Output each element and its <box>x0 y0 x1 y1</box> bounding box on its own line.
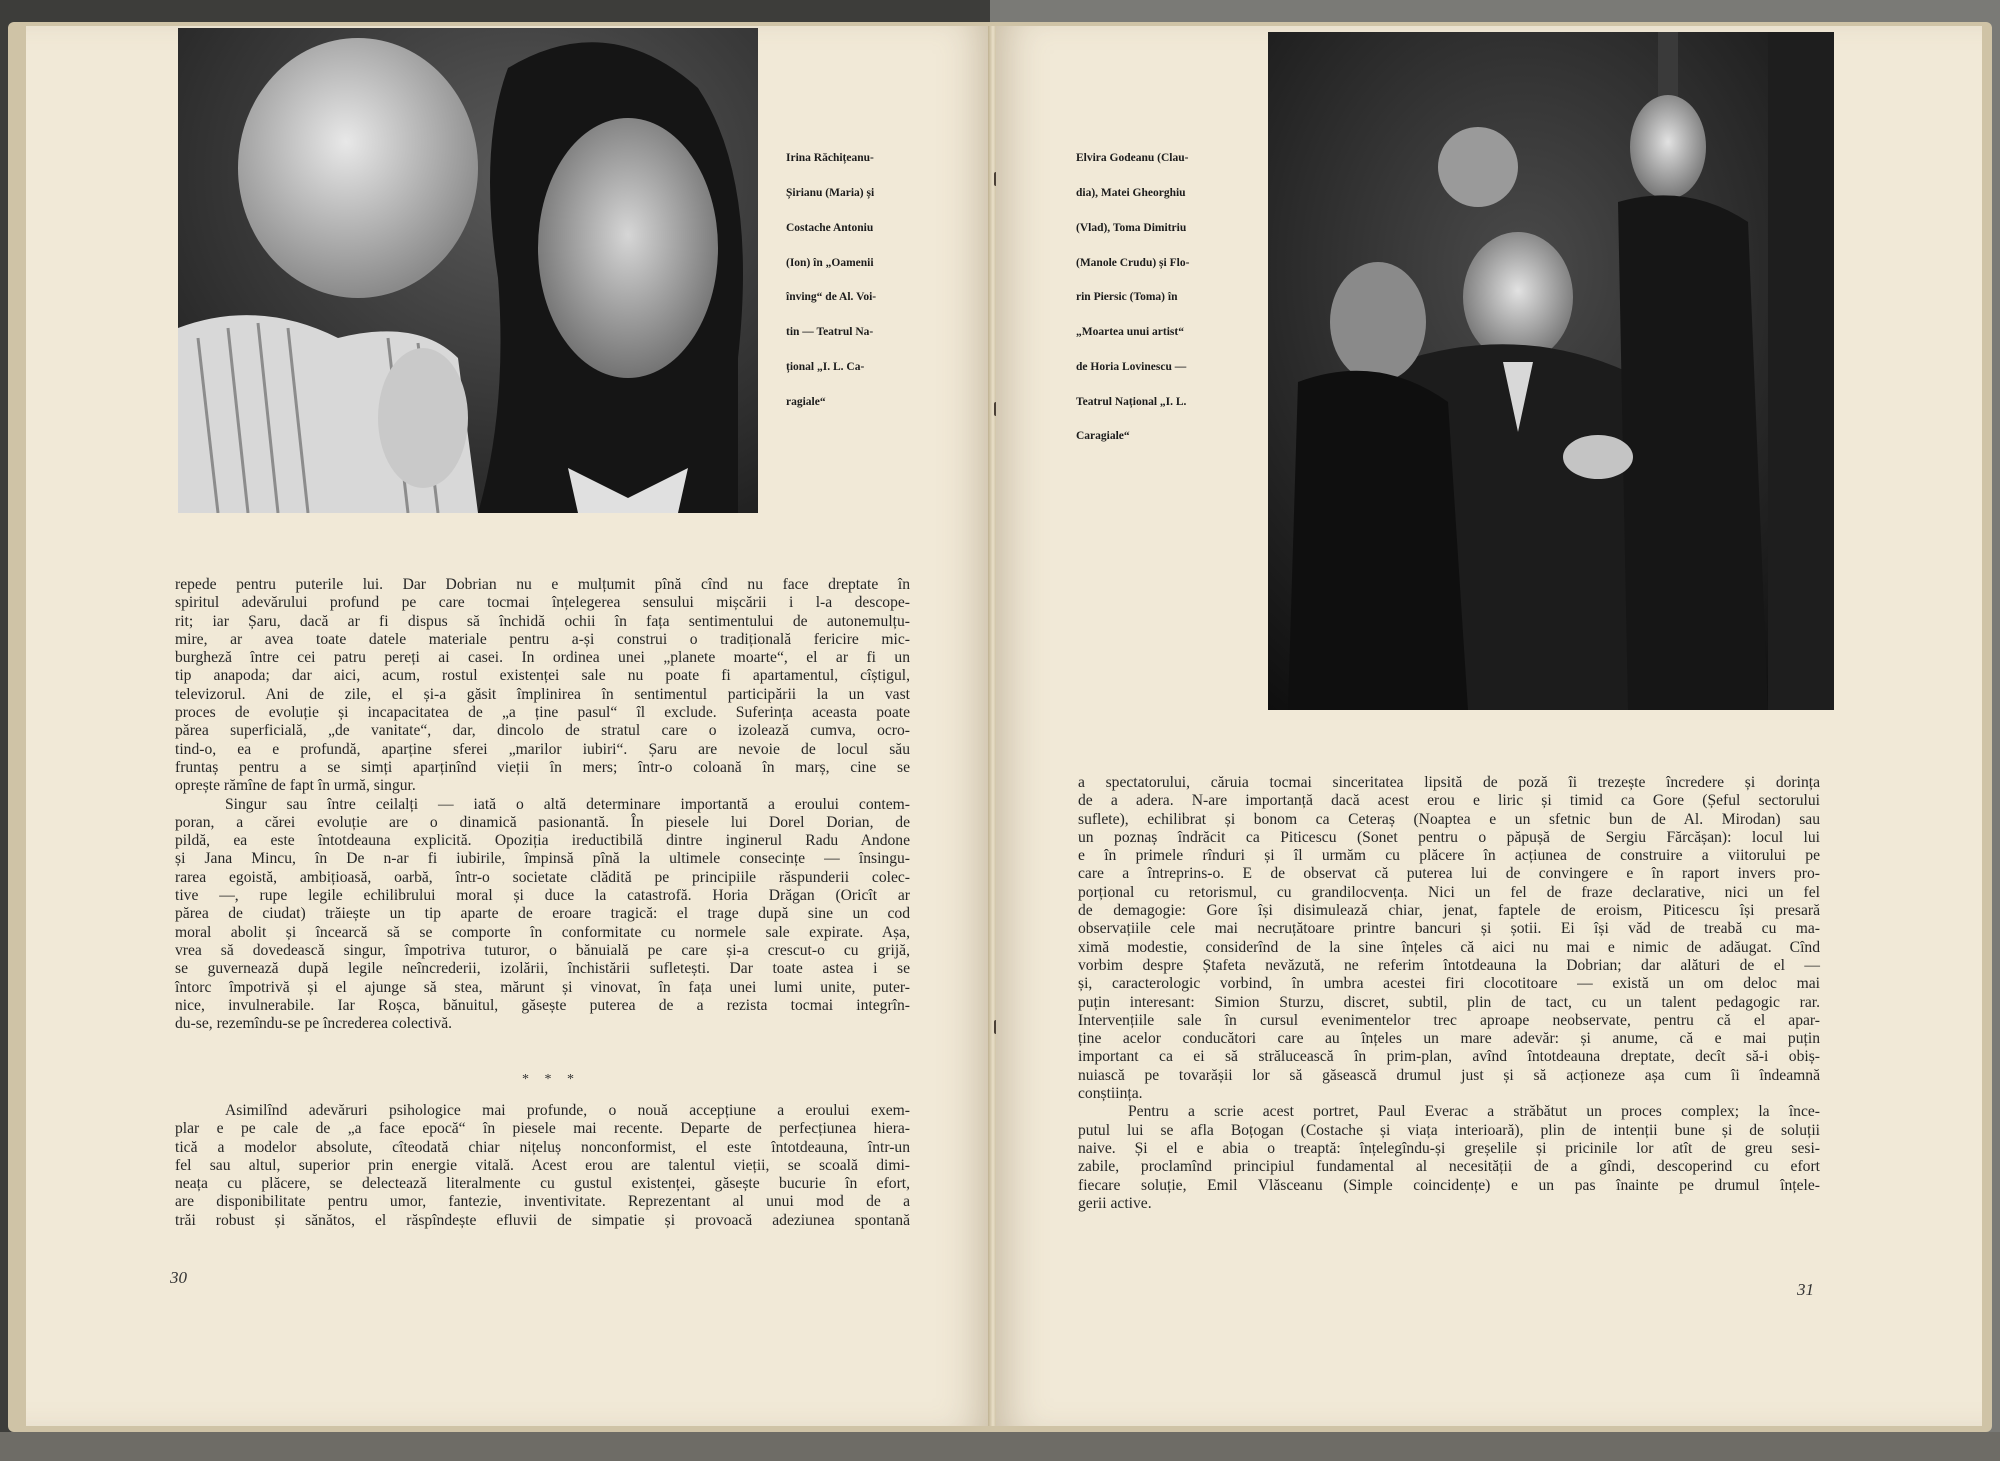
text-line: un poznaș îndrăcit ca Piticescu (Sonet pentru o păpușă de Sergiu Fărcășan): locul lui <box>1078 828 1820 846</box>
left-body-text-2 <box>175 1102 910 1230</box>
text-line: Asimilînd adevăruri psihologice mai profunde, o nouă accepțiune a eroului exem- <box>225 1102 910 1119</box>
text-line: Singur sau între ceilalți — iată o altă determinare importantă a eroului contem- <box>225 795 910 813</box>
text-line: poran, a cărei evoluție are o dinamică pasionantă. În piesele lui Dorel Dorian, de <box>175 813 910 831</box>
left-photo-image <box>178 28 758 513</box>
page-number-right: 31 <box>1797 1280 1814 1299</box>
right-body-text <box>1078 774 1820 1213</box>
text-line: porțional cu retorismul, cu grandilocvența. Nici un fel de fraze declarative, nici un fel <box>1078 883 1820 901</box>
text-line: ximă modestie, considerînd de la sine înțeles că aici nu mai e nimic de adăugat. Cînd <box>1078 938 1820 956</box>
text-line: pildă, ea este întotdeauna explicită. Opoziția ireductibilă dintre inginerul Radu Andone <box>175 832 910 850</box>
page-number-left: 30 <box>170 1268 187 1287</box>
caption-line: (Vlad), Toma Dimitriu <box>1076 221 1187 234</box>
text-line: tind-o, ea e profundă, aparține sferei „marilor iubiri“. Șaru are nevoie de locul său <box>175 740 910 758</box>
caption-line: țional „I. L. Ca- <box>786 360 865 373</box>
caption-line: dia), Matei Gheorghiu <box>1076 186 1186 199</box>
text-line: fiecare soluție, Emil Vlăsceanu (Simple coincidențe) e un pas înainte pe drumul înțele- <box>1078 1176 1820 1194</box>
caption-line: Irina Răchițeanu- <box>786 152 874 165</box>
caption-line: rin Piersic (Toma) în <box>1076 291 1178 304</box>
text-line: oprește rămîne de fapt în urmă, singur. <box>175 777 416 795</box>
text-line: care a întreprins-o. E de observat că puterea lui de convingere e în raport invers pro- <box>1078 865 1820 883</box>
caption-line: (Manole Crudu) și Flo- <box>1076 256 1190 269</box>
text-line: de demagogie: Gore își disimulează chiar, jenat, faptele de eroism, Piticescu își presară <box>1078 902 1820 920</box>
caption-line: „Moartea unui artist“ <box>1076 326 1184 339</box>
text-line: a spectatorului, căruia tocmai sinceritatea lipsită de poză îi trezește încredere și dorința <box>1078 774 1820 791</box>
text-line: conștiința. <box>1078 1085 1143 1103</box>
text-line: repede pentru puterile lui. Dar Dobrian nu e mulțumit pînă cînd nu face dreptate în <box>175 576 910 593</box>
text-line: și Jana Mincu, în De n-ar fi iubirile, împinsă pînă la ultimele consecințe — însingu- <box>175 850 910 868</box>
text-line: nice, invulnerabile. Iar Roșca, bănuitul, găsește puterea de a rezista tocmai integrîn- <box>175 996 910 1014</box>
text-line: de a adera. N-are importanță dacă acest erou e liric și timid ca Gore (Șeful sectorului <box>1078 792 1820 810</box>
left-photo <box>178 28 758 513</box>
text-line: spiritul adevărului profund pe care tocmai înțelegerea sensului mișcării i l-a descope- <box>175 594 910 612</box>
text-line: fel sau altul, superior prin energie vitală. Acest erou are talentul vieții, se scoală dimi- <box>175 1156 910 1174</box>
text-line: nuiască pe tovarășii lor să găsească drumul just și să acționeze așa cum îi îndeamnă <box>1078 1066 1820 1084</box>
caption-line: înving“ de Al. Voi- <box>786 291 877 304</box>
text-line: rit; iar Șaru, dacă ar fi dispus să închidă ochii în fața sentimentului de autonemulțu- <box>175 612 910 630</box>
text-line: tive —, rupe legile echilibrului moral și duce la catastrofă. Horia Drăgan (Oricît ar <box>175 887 910 905</box>
left-body-text <box>175 576 910 1033</box>
text-line: Intervențiile sale în cursul evenimentelor trec aproape neobservate, pentru că el apar- <box>1078 1011 1820 1029</box>
text-line: moral abolit și încearcă să se comporte în conformitate cu normele sale expirate. Așa, <box>175 923 910 941</box>
text-line: gerii active. <box>1078 1194 1152 1212</box>
caption-line: (Ion) în „Oamenii <box>786 256 874 269</box>
text-line: important ca ei să strălucească în prim-plan, avînd întotdeauna dreptate, decît să-i obiș- <box>1078 1048 1820 1066</box>
caption-line: de Horia Lovinescu — <box>1076 360 1187 373</box>
text-line: neața cu plăcere, se delectează literalmente cu gustul existenței, găsește bucurie în efort, <box>175 1175 910 1193</box>
text-line: Pentru a scrie acest portret, Paul Everac a străbătut un proces complex; la înce- <box>1128 1103 1820 1121</box>
text-line: puțin interesant: Simion Sturzu, discret, subtil, plin de tact, cu un talent pedagogic rar. <box>1078 993 1820 1011</box>
text-line: trăi robust și sănătos, el răspîndește efluvii de simpatie și provoacă adeziunea spontană <box>175 1211 910 1229</box>
text-line: are disponibilitate pentru umor, fantezie, inventivitate. Reprezentant al unui mod de a <box>175 1193 910 1211</box>
text-line: mire, ar avea toate datele materiale pentru a-și construi o tradițională fericire mic- <box>175 630 910 648</box>
caption-line: Elvira Godeanu (Clau- <box>1076 152 1189 165</box>
text-line: televizorul. Ani de zile, el și-a găsit împlinirea în sentimentul participării la un vast <box>175 685 910 703</box>
right-photo <box>1268 32 1834 710</box>
text-line: proces de evoluție și incapacitatea de „a ține pasul“ îl exclude. Suferința aceasta poate <box>175 704 910 722</box>
text-line: tică a modelor absolute, cîteodată chiar nițeluș nonconformist, el este întotdeauna, într-un <box>175 1138 910 1156</box>
text-line: părea de ciudat) trăiește un tip aparte de eroare tragică: el trage după sine un cod <box>175 905 910 923</box>
left-photo-caption <box>786 130 876 420</box>
right-photo-caption <box>1076 130 1189 455</box>
bottom-edge <box>0 1432 2000 1461</box>
text-line: burgheză între cei patru pereți ai casei. In ordinea unei „planete moarte“, el ar fi un <box>175 649 910 667</box>
text-line: naive. Și el e abia o treaptă: înțelegîndu-și greșelile și pricinile lor atît de greu sesi- <box>1078 1139 1820 1157</box>
text-line: suflete), echilibrat și bonom ca Ceteraș (Noaptea e un sfetnic bun de Al. Mirodan) sau <box>1078 810 1820 828</box>
text-line: întorc împotrivă și el ajunge să stea, mărunt și vinovat, în fața unei lumi unite, puter- <box>175 978 910 996</box>
right-photo-image <box>1268 32 1834 710</box>
caption-line: Costache Antoniu <box>786 221 874 234</box>
text-line: fruntaș pentru a se simți aparținînd vieții în mers; într-o coloană în marș, cine se <box>175 758 910 776</box>
text-line: tip anapoda; dar aici, acum, rostul existenței sale nu poate fi apartamentul, cîștigul, <box>175 667 910 685</box>
caption-line: Șirianu (Maria) și <box>786 186 875 199</box>
text-line: se guvernează după legile neîncrederii, izolării, închistării sufletești. Dar toate astea i se <box>175 960 910 978</box>
text-line: putul lui se afla Boțogan (Costache și viața interioară), plin de intenții bune și de soluții <box>1078 1121 1820 1139</box>
caption-line: tin — Teatrul Na- <box>786 326 874 339</box>
text-line: ține acelor conducători care au înțeles un mare adevăr: și anume, că e mai puțin <box>1078 1030 1820 1048</box>
text-line: vorbim despre Ștafeta nevăzută, ne referim întotdeauna la Dobrian; dar alături de el — <box>1078 956 1820 974</box>
caption-line: Teatrul Național „I. L. <box>1076 395 1187 408</box>
text-line: zabile, proclamînd principiul fundamental al necesității de a gîndi, descoperind cu efort <box>1078 1158 1820 1176</box>
text-line: observațiile cele mai necruțătoare printre bancuri și șotii. Ei își văd de treabă cu ma- <box>1078 920 1820 938</box>
text-line: du-se, rezemîndu-se pe încrederea colectivă. <box>175 1015 453 1033</box>
text-line: și, caracterologic vorbind, în umbra acestei firi clocotitoare — există un om deloc mai <box>1078 975 1820 993</box>
text-line: rarea egoistă, ambițioasă, oarbă, într-o societate clădită pe principiile răspunderii colec- <box>175 868 910 886</box>
text-line: plar e pe cale de „a face epocă“ în piesele mai recente. Departe de perfecțiunea hiera- <box>175 1120 910 1138</box>
caption-line: ragiale“ <box>786 395 826 408</box>
caption-line: Caragiale“ <box>1076 430 1130 443</box>
text-line: părea superficială, „de vanitate“, dar, dincolo de stratul care o izolează cumva, ocro- <box>175 722 910 740</box>
text-line: vrea să dovedească singur, împotriva tuturor, o bănuială pe care și-a crescut-o cu grijă, <box>175 941 910 959</box>
section-separator: * * * <box>522 1072 580 1087</box>
text-line: e în primele rînduri și îl urmăm cu plăcere în acțiunea de construire a viitorului pe <box>1078 847 1820 865</box>
